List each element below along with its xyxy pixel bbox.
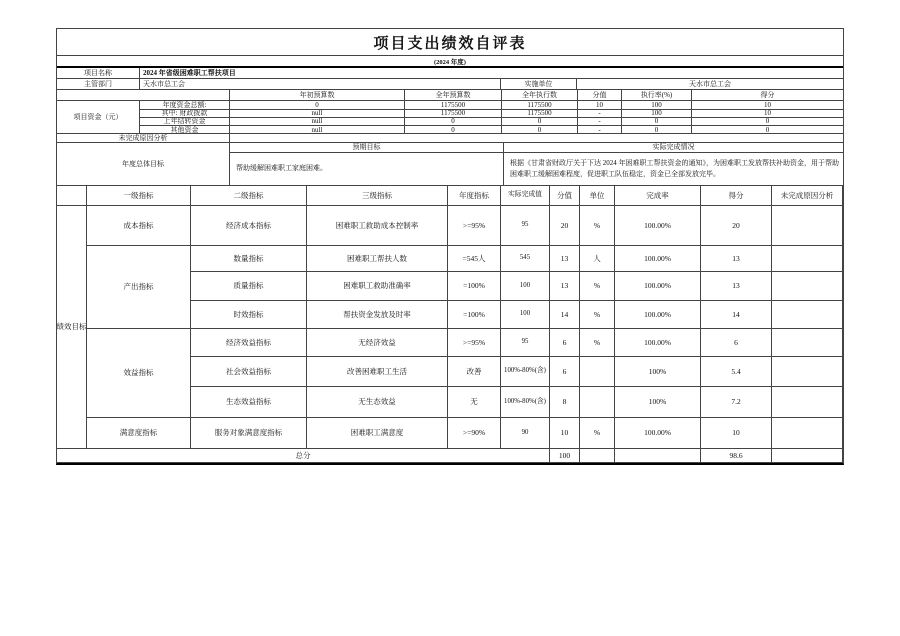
incomplete-reason-row — [57, 134, 843, 143]
level2-cell: 经济成本指标 — [191, 206, 307, 246]
funding-cell: 1175500 — [405, 101, 502, 109]
weight-cell: 8 — [550, 387, 580, 418]
unit-cell: % — [580, 272, 615, 301]
score-cell: 7.2 — [701, 387, 772, 418]
unit-cell: % — [580, 329, 615, 357]
funding-cell: 0 — [230, 101, 405, 109]
level3-cell: 困难职工帮扶人数 — [307, 246, 448, 272]
level3-cell: 困难职工满意度 — [307, 418, 448, 449]
funding-header-row — [57, 90, 843, 101]
annual-goal-header-row — [230, 143, 843, 153]
header-level1: 一级指标 — [87, 186, 191, 206]
target-cell: =100% — [448, 301, 501, 329]
project-name-value: 2024 年省级困难职工帮扶项目 — [143, 68, 236, 77]
reason-cell — [772, 206, 843, 246]
funding-cell: 1175500 — [502, 110, 578, 117]
level3-cell: 无经济效益 — [307, 329, 448, 357]
unit-cell: 人 — [580, 246, 615, 272]
level1-cell: 效益指标 — [87, 329, 191, 418]
level2-cell: 数量指标 — [191, 246, 307, 272]
funding-header-initial-budget: 年初预算数 — [230, 90, 405, 100]
header-annual-target: 年度指标 — [448, 186, 501, 206]
weight-cell: 6 — [550, 329, 580, 357]
unit-cell — [580, 387, 615, 418]
completion-cell: 100% — [615, 357, 701, 387]
actual-completion-text — [504, 153, 843, 185]
reason-cell — [772, 246, 843, 272]
completion-cell: 100.00% — [615, 418, 701, 449]
funding-cell: 10 — [578, 101, 622, 109]
weight-cell: 13 — [550, 246, 580, 272]
funding-cell: 100 — [622, 101, 692, 109]
table-row — [140, 101, 843, 110]
performance-goal-label: 绩效目标 — [57, 206, 87, 449]
expected-goal-value: 帮助缓解困难职工家庭困难。 — [236, 164, 327, 173]
expected-goal-header: 预期目标 — [230, 143, 504, 152]
unit-cell: % — [580, 301, 615, 329]
page-title: 项目支出绩效自评表 — [373, 35, 527, 52]
actual-cell: 100%-80%(含) — [501, 357, 550, 387]
incomplete-reason-value — [230, 134, 843, 142]
unit-cell — [580, 357, 615, 387]
total-label: 总分 — [57, 449, 550, 463]
implementing-unit-label: 实施单位 — [501, 79, 577, 89]
actual-completion-value: 根据《甘肃省财政厅关于下达 2024 年困难职工帮扶资金的通知》，为困难职工发放帮扶补助资金，用于帮助困难职工缓解困难程度，促进职工队伍稳定，资金已全部发放完毕。 — [510, 158, 839, 178]
department-label: 主管部门 — [57, 79, 140, 89]
level2-cell: 服务对象满意度指标 — [191, 418, 307, 449]
score-cell: 10 — [701, 418, 772, 449]
funding-header-blank — [57, 90, 230, 100]
weight-cell: 14 — [550, 301, 580, 329]
funding-group-label: 项目资金（元） — [57, 101, 140, 133]
level3-cell: 困难职工救助成本控制率 — [307, 206, 448, 246]
funding-cell: 1175500 — [405, 110, 502, 117]
project-name-row — [57, 68, 843, 79]
funding-cell: 0 — [405, 126, 502, 134]
reason-cell — [772, 329, 843, 357]
actual-completion-header: 实际完成情况 — [652, 143, 695, 152]
level1-cell: 产出指标 — [87, 246, 191, 329]
total-completion-blank — [615, 449, 701, 463]
score-cell: 13 — [701, 272, 772, 301]
weight-cell: 6 — [550, 357, 580, 387]
funding-header-execution-rate: 执行率(%) — [622, 90, 692, 100]
subtitle-row — [57, 56, 843, 68]
table-row — [140, 110, 843, 118]
target-cell: =100% — [448, 272, 501, 301]
annual-goal-right — [230, 143, 843, 185]
total-unit-blank — [580, 449, 615, 463]
funding-row-label: 其中: 财政拨款 — [140, 110, 230, 117]
funding-cell: 0 — [765, 126, 770, 134]
reason-cell — [772, 387, 843, 418]
level3-cell: 无生态效益 — [307, 387, 448, 418]
funding-section — [57, 101, 843, 134]
funding-rows — [140, 101, 843, 133]
implementing-unit-value: 天水市总工会 — [689, 79, 731, 88]
total-score: 98.6 — [701, 449, 772, 463]
total-reason-blank — [772, 449, 843, 463]
funding-cell: - — [578, 110, 622, 117]
annual-goal-section — [57, 143, 843, 186]
header-unit: 单位 — [580, 186, 615, 206]
funding-row-label: 上年结转资金 — [140, 118, 230, 125]
actual-cell: 95 — [501, 329, 550, 357]
completion-cell: 100.00% — [615, 301, 701, 329]
actual-cell: 90 — [501, 418, 550, 449]
unit-cell: % — [580, 206, 615, 246]
completion-cell: 100.00% — [615, 329, 701, 357]
weight-cell: 10 — [550, 418, 580, 449]
level2-cell: 质量指标 — [191, 272, 307, 301]
annual-goal-content-row — [230, 153, 843, 185]
level1-cell: 满意度指标 — [87, 418, 191, 449]
actual-cell: 100 — [501, 272, 550, 301]
incomplete-reason-label: 未完成原因分析 — [57, 134, 230, 142]
header-level3: 三级指标 — [307, 186, 448, 206]
completion-cell: 100.00% — [615, 272, 701, 301]
score-cell: 20 — [701, 206, 772, 246]
funding-cell: 0 — [502, 126, 578, 134]
title-row — [57, 29, 843, 56]
funding-cell: 0 — [622, 118, 692, 125]
annual-goal-label: 年度总体目标 — [57, 143, 230, 185]
funding-row-label: 其他资金 — [140, 126, 230, 134]
indicators-corner-blank — [57, 186, 87, 206]
funding-cell: - — [578, 126, 622, 134]
completion-cell: 100.00% — [615, 206, 701, 246]
funding-header-annual-budget: 全年预算数 — [405, 90, 502, 100]
level2-cell: 生态效益指标 — [191, 387, 307, 418]
actual-cell: 100%-80%(含) — [501, 387, 550, 418]
funding-header-score: 得分 — [760, 90, 775, 99]
funding-cell: 10 — [764, 110, 771, 117]
funding-row-label: 年度资金总额: — [140, 101, 230, 109]
level3-cell: 帮扶资金发放及时率 — [307, 301, 448, 329]
table-row — [140, 126, 843, 134]
score-cell: 5.4 — [701, 357, 772, 387]
level2-cell: 时效指标 — [191, 301, 307, 329]
level3-cell: 改善困难职工生活 — [307, 357, 448, 387]
expected-goal-text — [230, 153, 504, 185]
funding-cell: 100 — [622, 110, 692, 117]
level2-cell: 社会效益指标 — [191, 357, 307, 387]
level1-cell: 成本指标 — [87, 206, 191, 246]
target-cell: 无 — [448, 387, 501, 418]
reason-cell — [772, 272, 843, 301]
score-cell: 14 — [701, 301, 772, 329]
header-weight: 分值 — [550, 186, 580, 206]
reason-cell — [772, 301, 843, 329]
year-subtitle: (2024 年度) — [434, 58, 466, 66]
funding-cell: 1175500 — [502, 101, 578, 109]
header-level2: 二级指标 — [191, 186, 307, 206]
reason-cell — [772, 418, 843, 449]
header-completion-rate: 完成率 — [615, 186, 701, 206]
header-actual-value: 实际完成值 — [501, 186, 550, 206]
actual-cell: 95 — [501, 206, 550, 246]
funding-cell: 0 — [622, 126, 692, 134]
self-evaluation-table — [56, 28, 844, 465]
total-weight: 100 — [550, 449, 580, 463]
completion-cell: 100% — [615, 387, 701, 418]
weight-cell: 20 — [550, 206, 580, 246]
project-name-label: 项目名称 — [57, 68, 140, 78]
target-cell: >=95% — [448, 206, 501, 246]
funding-cell: 0 — [765, 118, 770, 125]
indicators-table — [57, 186, 843, 463]
unit-cell: % — [580, 418, 615, 449]
funding-header-annual-execution: 全年执行数 — [502, 90, 578, 100]
actual-cell: 100 — [501, 301, 550, 329]
header-incomplete-reason: 未完成原因分析 — [772, 186, 843, 206]
funding-cell: null — [230, 118, 405, 125]
completion-cell: 100.00% — [615, 246, 701, 272]
funding-cell: null — [230, 110, 405, 117]
actual-cell: 545 — [501, 246, 550, 272]
score-cell: 6 — [701, 329, 772, 357]
funding-cell: - — [578, 118, 622, 125]
weight-cell: 13 — [550, 272, 580, 301]
department-value: 天水市总工会 — [140, 79, 501, 89]
target-cell: >=95% — [448, 329, 501, 357]
header-score: 得分 — [701, 186, 772, 206]
target-cell: >=90% — [448, 418, 501, 449]
department-row — [57, 79, 843, 90]
reason-cell — [772, 357, 843, 387]
funding-cell: 0 — [405, 118, 502, 125]
table-row — [140, 118, 843, 126]
funding-cell: 10 — [764, 101, 771, 109]
level2-cell: 经济效益指标 — [191, 329, 307, 357]
level3-cell: 困难职工救助准确率 — [307, 272, 448, 301]
target-cell: 改善 — [448, 357, 501, 387]
funding-cell: 0 — [502, 118, 578, 125]
funding-header-weight: 分值 — [578, 90, 622, 100]
score-cell: 13 — [701, 246, 772, 272]
target-cell: =545人 — [448, 246, 501, 272]
funding-cell: null — [230, 126, 405, 134]
